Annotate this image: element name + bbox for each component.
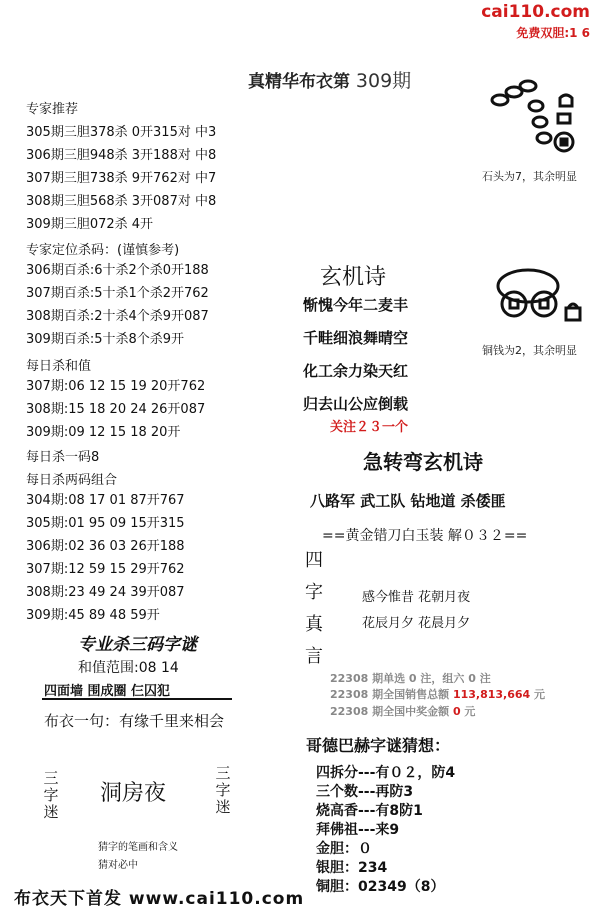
two-code-line: 304期:08 17 01 87开767 — [26, 493, 185, 508]
two-code-line: 306期:02 36 03 26开188 — [26, 539, 185, 554]
stat-line-2-prefix: 22308 期全国销售总额 — [330, 688, 453, 701]
riddle-line: 铜胆：02349（8） — [316, 879, 445, 895]
divider — [42, 698, 232, 700]
site-brand[interactable]: cai110.com — [481, 2, 590, 22]
kill3-answer: 洞房夜 — [100, 781, 167, 806]
stone-caption: 石头为7，其余明显 — [482, 170, 577, 183]
position-line: 307期百杀:5十杀1个杀2开762 — [26, 286, 209, 301]
stat-line-3-suffix: 元 — [460, 705, 476, 718]
stat-line-1: 22308 期单选 0 注，组六 0 注 — [330, 672, 491, 685]
kill3-left-tag: 三字迷 — [43, 769, 59, 821]
stone-picture — [488, 70, 588, 162]
expert-header: 专家推荐 — [26, 102, 79, 117]
poem-line: 化工余力染天红 — [303, 362, 409, 380]
four-char-label: 四 — [305, 550, 323, 571]
kill3-hint: 猜字的笔画和含义 — [98, 842, 178, 853]
position-line: 306期百杀:6十杀2个杀0开188 — [26, 263, 209, 278]
four-char-pair: 花辰月夕 花晨月夕 — [362, 616, 471, 631]
stat-prize-value: 0 — [452, 705, 461, 718]
two-code-header: 每日杀两码组合 — [26, 473, 118, 488]
riddle-line: 金胆：０ — [316, 841, 372, 857]
sum-line: 308期:15 18 20 24 26开087 — [26, 402, 206, 417]
expert-line: 305期三胆378杀 0开315对 中3 — [26, 125, 217, 140]
sum-line: 309期:09 12 15 18 20开 — [26, 425, 181, 440]
poem-line: 惭愧今年二麦丰 — [303, 296, 409, 314]
poem-line: 千畦细浪舞晴空 — [303, 329, 409, 347]
four-char-label: 字 — [305, 582, 323, 603]
sum-line: 307期:06 12 15 19 20开762 — [26, 379, 206, 394]
position-line: 309期百杀:5十杀8个杀9开 — [26, 332, 185, 347]
kill3-walls: 四面墙 围成圈 仨囚犯 — [44, 684, 171, 699]
footer-banner[interactable]: 布衣天下首发 www.cai110.com — [14, 889, 305, 909]
kill3-range: 和值范围:08 14 — [78, 660, 179, 676]
kill-one-header: 每日杀一码8 — [26, 450, 100, 465]
riddle-title: 哥德巴赫字谜猜想： — [306, 736, 451, 755]
expert-line: 306期三胆948杀 3开188对 中8 — [26, 148, 217, 163]
two-code-line: 305期:01 95 09 15开315 — [26, 516, 185, 531]
two-code-line: 308期:23 49 24 39开087 — [26, 585, 185, 600]
four-char-pair: 感今惟昔 花朝月夜 — [362, 590, 471, 605]
poem-note: 关注２３一个 — [330, 420, 409, 435]
coin-caption: 铜钱为2，其余明显 — [482, 344, 577, 357]
turn-poem-title: 急转弯玄机诗 — [363, 450, 483, 474]
riddle-line: 烧高香---有8防1 — [316, 803, 423, 819]
page-title — [248, 66, 411, 93]
stat-line-2 — [330, 686, 545, 702]
kill3-hint: 猜对必中 — [98, 860, 138, 871]
stat-sales-value: 113,813,664 — [452, 688, 531, 701]
expert-line: 308期三胆568杀 3开087对 中8 — [26, 194, 217, 209]
two-code-line: 307期:12 59 15 29开762 — [26, 562, 185, 577]
kill3-title: 专业杀三码字谜 — [78, 635, 197, 655]
page-title-issue: 309期 — [355, 70, 412, 92]
stat-line-3-prefix: 22308 期全国中奖金额 — [330, 705, 453, 718]
kill3-sentence: 布衣一句：有缘千里来相会 — [44, 712, 225, 730]
kill3-right-tag: 三字迷 — [215, 764, 231, 816]
riddle-line: 银胆：234 — [316, 860, 388, 876]
two-code-line: 309期:45 89 48 59开 — [26, 608, 160, 623]
sum-header: 每日杀和值 — [26, 359, 92, 374]
riddle-line: 四拆分---有０２，防4 — [316, 765, 456, 781]
expert-line: 307期三胆738杀 9开762对 中7 — [26, 171, 217, 186]
poem-title: 玄机诗 — [320, 265, 387, 290]
riddle-line: 拜佛祖---来9 — [316, 822, 400, 838]
expert-line: 309期三胆072杀 4开 — [26, 217, 154, 232]
four-char-label: 真 — [305, 614, 323, 635]
page-title-main: 真精华布衣第 — [248, 72, 350, 92]
stat-line-2-suffix: 元 — [530, 688, 546, 701]
riddle-line: 三个数---再防3 — [316, 784, 414, 800]
coin-picture — [488, 256, 588, 336]
position-header: 专家定位杀码：(谨慎参考) — [26, 243, 180, 258]
position-line: 308期百杀:2十杀4个杀9开087 — [26, 309, 209, 324]
turn-poem-gold: ==黄金错刀白玉装 解０３２== — [322, 528, 528, 544]
free-double-banner: 免费双胆:1 6 — [516, 26, 590, 40]
poem-line: 归去山公应倒载 — [303, 395, 409, 413]
stat-line-3 — [330, 703, 475, 719]
four-char-label: 言 — [305, 646, 323, 667]
turn-poem-army: 八路军 武工队 钻地道 杀倭匪 — [310, 492, 506, 510]
